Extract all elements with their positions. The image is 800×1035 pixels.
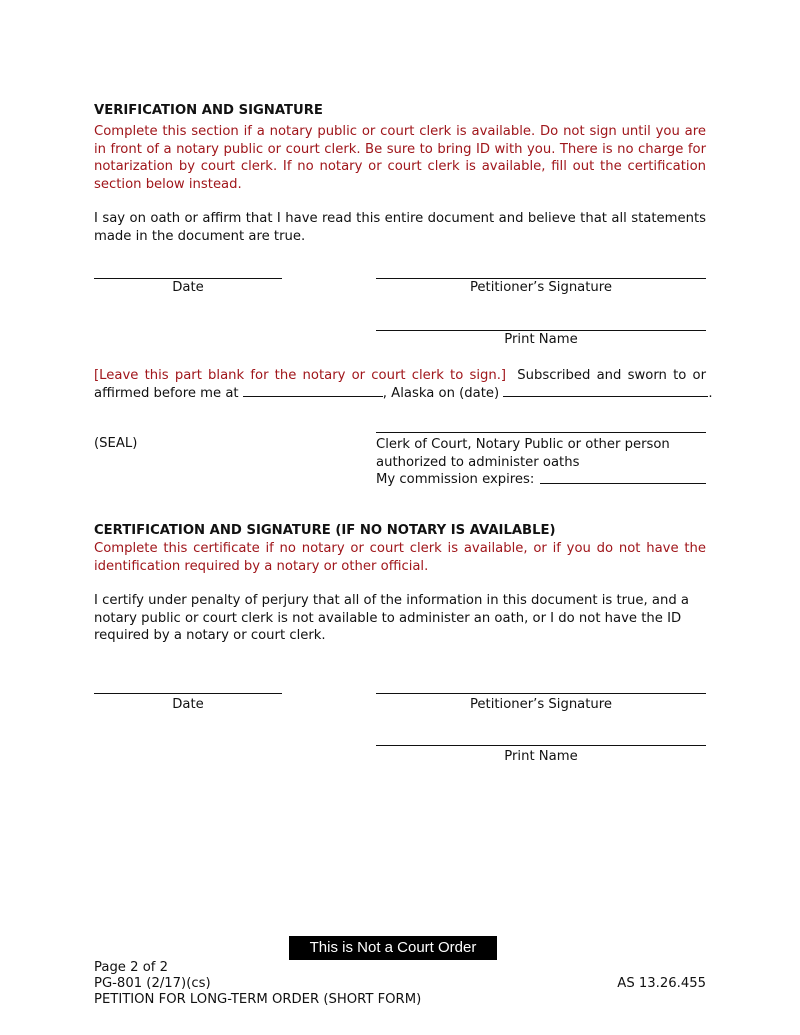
print-name-label: Print Name	[504, 332, 578, 347]
verification-heading: VERIFICATION AND SIGNATURE	[94, 103, 323, 118]
commission-expires-field[interactable]	[540, 471, 706, 484]
certification-heading: CERTIFICATION AND SIGNATURE (IF NO NOTARY IS AVAILABLE)	[94, 523, 556, 538]
cert-signature-label: Petitioner’s Signature	[469, 697, 613, 712]
petitioner-signature-label: Petitioner’s Signature	[469, 280, 613, 295]
notary-paragraph-line1	[94, 367, 706, 385]
date-field[interactable]	[503, 384, 708, 397]
cert-date-line[interactable]	[94, 693, 282, 694]
statement-line3: required by a notary or court clerk.	[94, 628, 326, 643]
form-id: PG-801 (2/17)(cs)	[94, 976, 211, 991]
certification-instruction: Complete this certificate if no notary or court clerk is available, or if you do not have the identification required by a notary or other official.	[94, 541, 706, 574]
commission-label: My commission expires:	[376, 472, 535, 487]
cert-print-name-line[interactable]	[376, 745, 706, 746]
form-title: PETITION FOR LONG-TERM ORDER (SHORT FORM)	[94, 992, 422, 1007]
cert-print-name-label: Print Name	[504, 749, 578, 764]
affirmed-text: affirmed before me at	[94, 386, 239, 401]
date-signature-line[interactable]	[94, 278, 282, 279]
cert-signature-line[interactable]	[376, 693, 706, 694]
period: .	[708, 386, 713, 401]
print-name-line[interactable]	[376, 330, 706, 331]
statement-line2: notary public or court clerk is not available to administer an oath, or I do not have the ID	[94, 610, 682, 626]
certification-statement	[94, 592, 706, 645]
statute-reference: AS 13.26.455	[617, 976, 706, 991]
clerk-signature-line[interactable]	[376, 432, 706, 433]
alaska-date-text: , Alaska on (date)	[382, 386, 500, 401]
verification-instruction: Complete this section if a notary public or court clerk is available. Do not sign until you are in front of a notary public or court clerk. Be sure to bring ID with you. There is no charge for notarization by court clerk. If no notary or court clerk is available, fill out the certification section below instead.	[94, 124, 706, 192]
page-number: Page 2 of 2	[94, 960, 168, 975]
clerk-line1: Clerk of Court, Notary Public or other person	[376, 437, 670, 452]
seal-label: (SEAL)	[94, 436, 138, 451]
date-label: Date	[172, 280, 204, 295]
footer-left	[94, 960, 421, 1008]
clerk-line2: authorized to administer oaths	[376, 454, 580, 470]
statement-line1: I certify under penalty of perjury that all of the information in this document is true, and a	[94, 593, 689, 608]
notary-instruction: [Leave this part blank for the notary or court clerk to sign.]	[94, 368, 507, 383]
location-field[interactable]	[243, 384, 383, 397]
clerk-block	[376, 436, 706, 489]
notary-paragraph-line2	[94, 384, 713, 403]
cert-date-label: Date	[172, 697, 204, 712]
oath-statement: I say on oath or affirm that I have read this entire document and believe that all statements made in the document are true.	[94, 211, 706, 244]
petitioner-signature-line[interactable]	[376, 278, 706, 279]
sworn-text: Subscribed and sworn to or	[517, 368, 706, 383]
not-court-order-banner: This is Not a Court Order	[289, 936, 497, 960]
